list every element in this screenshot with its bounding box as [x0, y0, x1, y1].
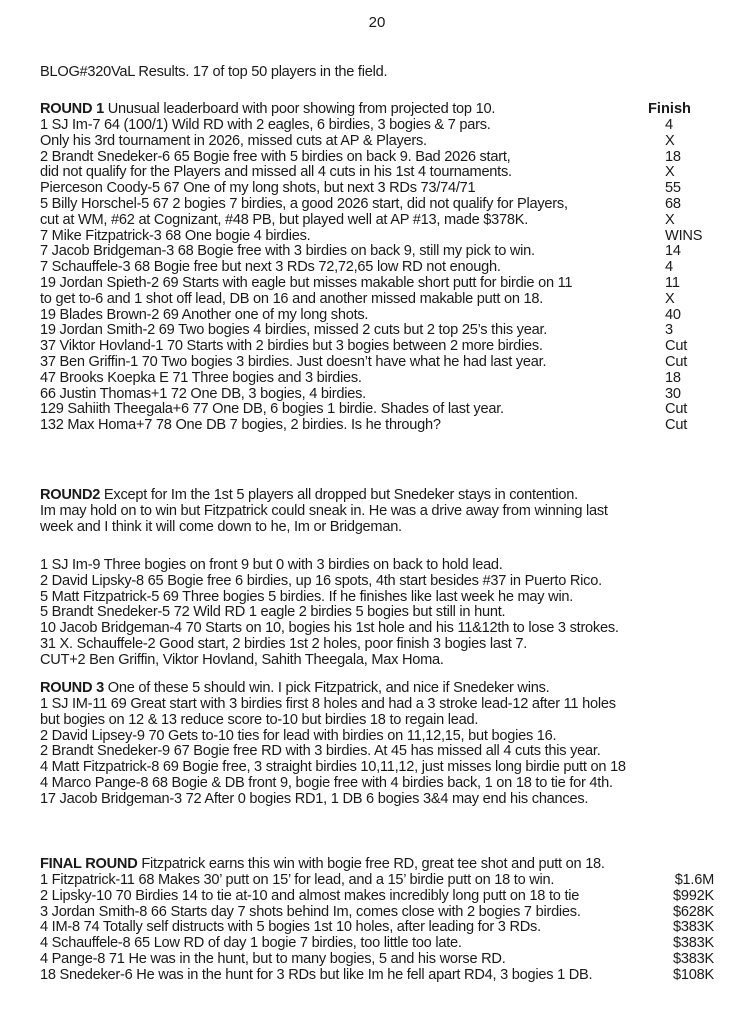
- round1-result-line: 37 Viktor Hovland-1 70 Starts with 2 birdies but 3 bogies between 2 more birdies.: [40, 338, 543, 355]
- round1-result-line: 1 SJ Im-7 64 (100/1) Wild RD with 2 eagles, 6 birdies, 3 bogies & 7 pars.: [40, 117, 491, 133]
- round2-result-line: 10 Jacob Bridgeman-4 70 Starts on 10, bogies his 1st hole and his 11&12th to lose 3 strokes.: [40, 620, 619, 637]
- round1-heading: ROUND 1: [40, 101, 104, 117]
- round2-result-line: 31 X. Schauffele-2 Good start, 2 birdies 1st 2 holes, poor finish 3 bogies last 7.: [40, 636, 528, 652]
- round2-heading-text: Except for Im the 1st 5 players all dropped but Snedeker stays in contention.: [100, 487, 578, 503]
- round1-result-line: 19 Jordan Smith-2 69 Two bogies 4 birdies, missed 2 cuts but 2 top 25’s this year.: [40, 322, 548, 339]
- round1-result-line: 7 Schauffele-3 68 Bogie free but next 3 RDs 72,72,65 low RD not enough.: [40, 259, 501, 276]
- prize-money: $108K: [673, 966, 714, 983]
- finish-value: 3: [665, 322, 673, 339]
- round1-result-line: 47 Brooks Koepka E 71 Three bogies and 3 birdies.: [40, 369, 362, 386]
- finish-value: X: [665, 132, 675, 149]
- round1-result-line: 19 Blades Brown-2 69 Another one of my long shots.: [40, 306, 369, 323]
- round3-result-line: 2 David Lipsey-9 70 Gets to-10 ties for lead with birdies on 11,12,15, but bogies 16.: [40, 727, 557, 744]
- final-round-result-line: 3 Jordan Smith-8 66 Starts day 7 shots behind Im, comes close with 2 bogies 7 birdies.: [40, 903, 581, 920]
- round1-result-line: 37 Ben Griffin-1 70 Two bogies 3 birdies. Just doesn’t have what he had last year.: [40, 354, 547, 370]
- prize-money: $1.6M: [674, 872, 714, 888]
- round1-result-line: 66 Justin Thomas+1 72 One DB, 3 bogies, 4 birdies.: [40, 385, 366, 402]
- finish-value: 30: [665, 385, 681, 402]
- final-round-result-line: 1 Fitzpatrick-11 68 Makes 30’ putt on 15’ for lead, and a 15’ birdie putt on 18 to win.: [40, 872, 555, 888]
- finish-value: 4: [665, 117, 673, 133]
- round2-heading: ROUND2: [40, 487, 101, 503]
- finish-value: 4: [665, 259, 673, 276]
- finish-value: Cut: [665, 417, 688, 434]
- round2-result-line: CUT+2 Ben Griffin, Viktor Hovland, Sahith Theegala, Max Homa.: [40, 651, 444, 668]
- round3-result-line: 2 Brandt Snedeker-9 67 Bogie free RD with 3 birdies. At 45 has missed all 4 cuts this year.: [40, 743, 601, 760]
- round2-result-line: 5 Matt Fitzpatrick-5 69 Three bogies 5 birdies. If he finishes like last week he may win.: [40, 588, 574, 605]
- final-round-result-line: 4 Schauffele-8 65 Low RD of day 1 bogie 7 birdies, too little too late.: [40, 935, 462, 952]
- round2-heading-line: [40, 487, 578, 503]
- final-round-heading: FINAL ROUND: [40, 856, 138, 872]
- round1-result-line: to get to-6 and 1 shot off lead, DB on 16 and another missed makable putt on 18.: [40, 290, 544, 307]
- finish-value: 55: [665, 180, 681, 197]
- finish-value: X: [665, 290, 675, 307]
- round2-result-line: 5 Brandt Snedeker-5 72 Wild RD 1 eagle 2 birdies 5 bogies but still in hunt.: [40, 604, 506, 621]
- round1-heading-text: Unusual leaderboard with poor showing from projected top 10.: [103, 101, 496, 117]
- round3-result-line: 1 SJ IM-11 69 Great start with 3 birdies first 8 holes and had a 3 stroke lead-12 after 11 holes: [40, 696, 616, 712]
- finish-value: Cut: [665, 338, 688, 355]
- prize-money: $383K: [673, 951, 714, 967]
- finish-column-header: Finish: [648, 101, 691, 117]
- round3-result-line: but bogies on 12 & 13 reduce score to-10 but birdies 18 to regain lead.: [40, 711, 479, 728]
- prize-money: $383K: [673, 935, 714, 952]
- finish-value: WINS: [665, 227, 703, 244]
- round3-heading: ROUND 3: [40, 680, 104, 696]
- round1-result-line: cut at WM, #62 at Cognizant, #48 PB, but played well at AP #13, made $378K.: [40, 211, 529, 228]
- round1-result-line: Only his 3rd tournament in 2026, missed cuts at AP & Players.: [40, 132, 427, 149]
- round2-result-line: 2 David Lipsky-8 65 Bogie free 6 birdies, up 16 spots, 4th start besides #37 in Puerto Rico.: [40, 572, 602, 589]
- final-round-result-line: 4 Pange-8 71 He was in the hunt, but to many bogies, 5 and his worse RD.: [40, 951, 506, 967]
- final-round-result-line: 18 Snedeker-6 He was in the hunt for 3 RDs but like Im he fell apart RD4, 3 bogies 1 DB.: [40, 966, 593, 983]
- page-number: 20: [368, 14, 386, 31]
- intro-line: BLOG#320VaL Results. 17 of top 50 players in the field.: [40, 64, 388, 80]
- round2-intro-1: Im may hold on to win but Fitzpatrick could sneak in. He was a drive away from winning last: [40, 503, 608, 519]
- finish-value: X: [665, 164, 675, 181]
- round3-heading-text: One of these 5 should win. I pick Fitzpatrick, and nice if Snedeker wins.: [103, 680, 550, 696]
- round2-result-line: 1 SJ Im-9 Three bogies on front 9 but 0 with 3 birdies on back to hold lead.: [40, 557, 503, 573]
- final-round-result-line: 2 Lipsky-10 70 Birdies 14 to tie at-10 and almost makes incredibly long putt on 18 to tie: [40, 887, 580, 904]
- final-round-result-line: 4 IM-8 74 Totally self distructs with 5 bogies 1st 10 holes, after leading for 3 RDs.: [40, 919, 541, 936]
- round1-result-line: 7 Jacob Bridgeman-3 68 Bogie free with 3 birdies on back 9, still my pick to win.: [40, 243, 535, 260]
- finish-value: 11: [665, 275, 680, 291]
- prize-money: $383K: [673, 919, 714, 936]
- round2-intro-2: week and I think it will come down to he, Im or Bridgeman.: [40, 519, 402, 535]
- round1-result-line: Pierceson Coody-5 67 One of my long shots, but next 3 RDs 73/74/71: [40, 180, 476, 197]
- round1-result-line: 132 Max Homa+7 78 One DB 7 bogies, 2 birdies. Is he through?: [40, 417, 441, 434]
- round1-result-line: 5 Billy Horschel-5 67 2 bogies 7 birdies, a good 2026 start, did not qualify for Players,: [40, 196, 568, 212]
- finish-value: X: [665, 211, 675, 228]
- finish-value: 68: [665, 196, 681, 212]
- round3-heading-line: [40, 680, 549, 696]
- finish-value: 14: [665, 243, 681, 260]
- round1-result-line: 7 Mike Fitzpatrick-3 68 One bogie 4 birdies.: [40, 227, 311, 244]
- finish-value: 18: [665, 369, 681, 386]
- finish-value: Cut: [665, 354, 688, 370]
- round3-result-line: 17 Jacob Bridgeman-3 72 After 0 bogies RD1, 1 DB 6 bogies 3&4 may end his chances.: [40, 790, 589, 807]
- round3-result-line: 4 Matt Fitzpatrick-8 69 Bogie free, 3 straight birdies 10,11,12, just misses long birdie putt on 18: [40, 759, 626, 776]
- round1-result-line: 129 Sahiith Theegala+6 77 One DB, 6 bogies 1 birdie. Shades of last year.: [40, 401, 504, 418]
- prize-money: $992K: [673, 887, 714, 904]
- round3-result-line: 4 Marco Pange-8 68 Bogie & DB front 9, bogie free with 4 birdies back, 1 on 18 to tie for 4th.: [40, 775, 613, 791]
- prize-money: $628K: [673, 903, 714, 920]
- round1-result-line: 2 Brandt Snedeker-6 65 Bogie free with 5 birdies on back 9. Bad 2026 start,: [40, 148, 511, 165]
- final-round-heading-line: [40, 856, 605, 872]
- final-round-heading-text: Fitzpatrick earns this win with bogie free RD, great tee shot and putt on 18.: [137, 856, 605, 872]
- round1-heading-line: [40, 101, 495, 117]
- finish-value: 18: [665, 148, 681, 165]
- round1-result-line: 19 Jordan Spieth-2 69 Starts with eagle but misses makable short putt for birdie on 11: [40, 275, 573, 291]
- round1-result-line: did not qualify for the Players and missed all 4 cuts in his 1st 4 tournaments.: [40, 164, 512, 181]
- finish-value: 40: [665, 306, 681, 323]
- finish-value: Cut: [665, 401, 688, 418]
